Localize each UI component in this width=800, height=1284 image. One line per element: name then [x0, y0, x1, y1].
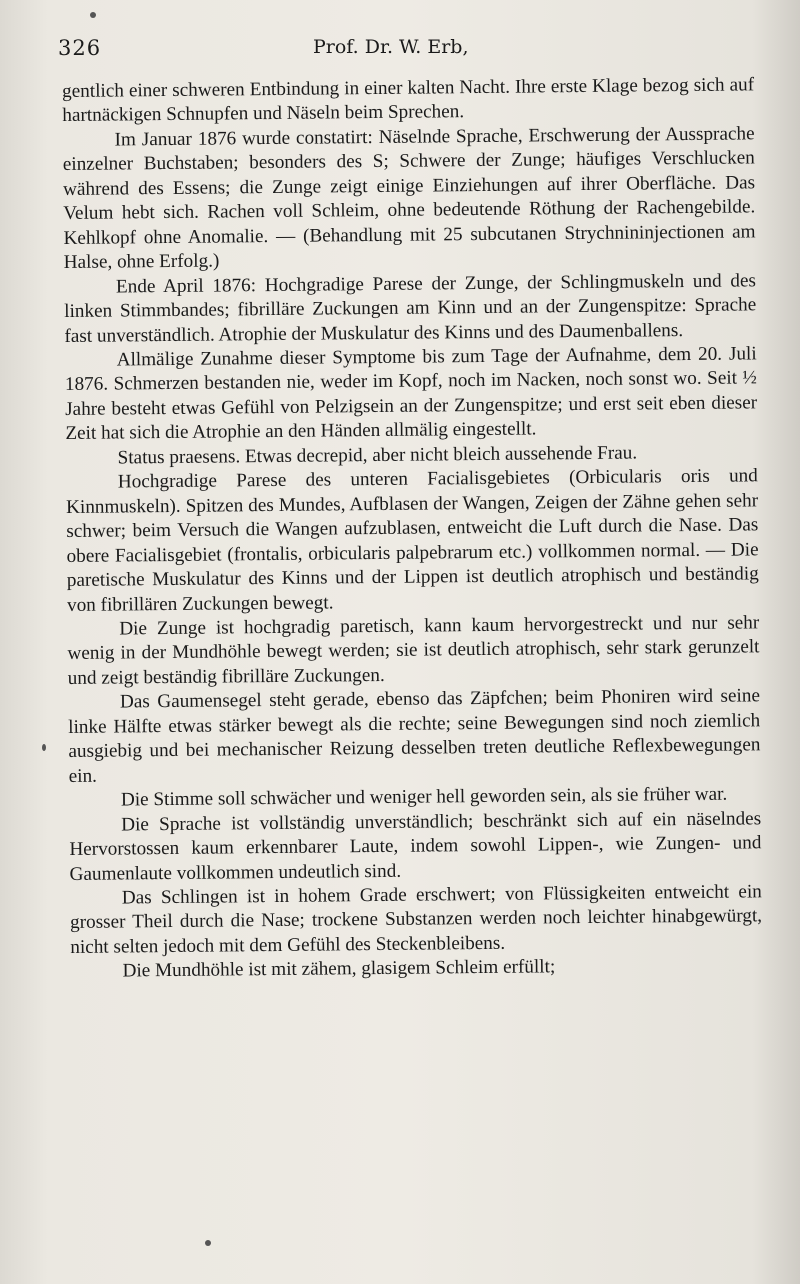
paper-speck	[90, 12, 96, 18]
paragraph: Im Januar 1876 wurde constatirt: Näselnde Sprache, Erschwerung der Aussprache einzelner Buchstaben; besonders des S; Schwere der Zunge; häufiges Verschlucken während des Essens; die Zunge zeigt einige Einziehungen auf ihrer Oberfläche. Das Velum hebt sich. Rachen voll Schleim, ohne bedeutende Röthung der Rachengebilde. Kehlkopf ohne Anomalie. — (Behandlung mit 25 subcutanen Strychnininjectionen am Halse, ohne Erfolg.)	[62, 123, 756, 274]
paper-speck	[205, 1240, 211, 1246]
paragraph: gentlich einer schweren Entbindung in einer kalten Nacht. Ihre erste Klage bezog sich auf hartnäckigen Schnupfen und Näseln beim Sprechen.	[62, 74, 755, 127]
running-head: Prof. Dr. W. Erb,	[313, 36, 469, 58]
paragraph: Die Sprache ist vollständig unverständlich; beschränkt sich auf ein näselndes Hervorstossen kaum erkennbarer Laute, indem sowohl Lippen-, wie Zungen- und Gaumenlaute vollkommen undeutlich sind.	[69, 807, 762, 885]
page-header	[58, 36, 758, 66]
paragraph: Allmälige Zunahme dieser Symptome bis zum Tage der Aufnahme, dem 20. Juli 1876. Schmerzen bestanden nie, weder im Kopf, noch im Nacken, noch sonst wo. Seit ½ Jahre besteht etwas Gefühl von Pelzigsein an der Zungenspitze; und erst seit eben dieser Zeit hat sich die Atrophie an den Händen allmälig eingestellt.	[64, 343, 758, 445]
paragraph: Die Mundhöhle ist mit zähem, glasigem Schleim erfüllt;	[122, 956, 556, 982]
paragraph: Ende April 1876: Hochgradige Parese der Zunge, der Schlingmuskeln und des linken Stimmbandes; fibrilläre Zuckungen am Kinn und an der Zungenspitze: Sprache fast unverständlich. Atrophie der Muskulatur des Kinns und des Daumenballens.	[64, 269, 757, 347]
paragraph: Das Schlingen ist in hohem Grade erschwert; von Flüssigkeiten entweicht ein grosser Theil durch die Nase; trockene Substanzen werden noch leichter hinabgewürgt, nicht selten jedoch mit dem Gefühl des Steckenbleibens.	[69, 881, 763, 958]
paragraph: Die Stimme soll schwächer und weniger hell geworden sein, als sie früher war.	[120, 783, 728, 811]
paragraph: Hochgradige Parese des unteren Facialisgebietes (Orbicularis oris und Kinnmuskeln). Spitzen des Mundes, Aufblasen der Wangen, Zeigen der Zähne gehen sehr schwer; beim Versuch die Wangen aufzublasen, entweicht die Luft durch die Nase. Das obere Facialisgebiet (frontalis, orbicularis palpebrarum etc.) vollkommen normal. — Die paretische Muskulatur des Kinns und der Lippen ist deutlich atrophisch und beständig von fibrillären Zuckungen bewegt.	[66, 465, 759, 616]
paragraph: Status praesens. Etwas decrepid, aber nicht bleich aussehende Frau.	[117, 442, 638, 469]
paper-speck	[42, 744, 46, 751]
paragraph: Das Gaumensegel steht gerade, ebenso das Zäpfchen; beim Phoniren wird seine linke Hälfte etwas stärker bewegt als die rechte; seine Bewegungen sind noch ziemlich ausgiebig und bei mechanischer Reizung desselben treten deutliche Reflexbewegungen ein.	[68, 685, 761, 787]
page-number: 326	[58, 36, 102, 60]
paragraph: Die Zunge ist hochgradig paretisch, kann kaum hervorgestreckt und nur sehr wenig in der Mundhöhle bewegt werden; sie ist deutlich atrophisch, sehr stark gerunzelt und zeigt beständig fibrilläre Zuckungen.	[67, 612, 760, 689]
body-text	[62, 73, 763, 984]
